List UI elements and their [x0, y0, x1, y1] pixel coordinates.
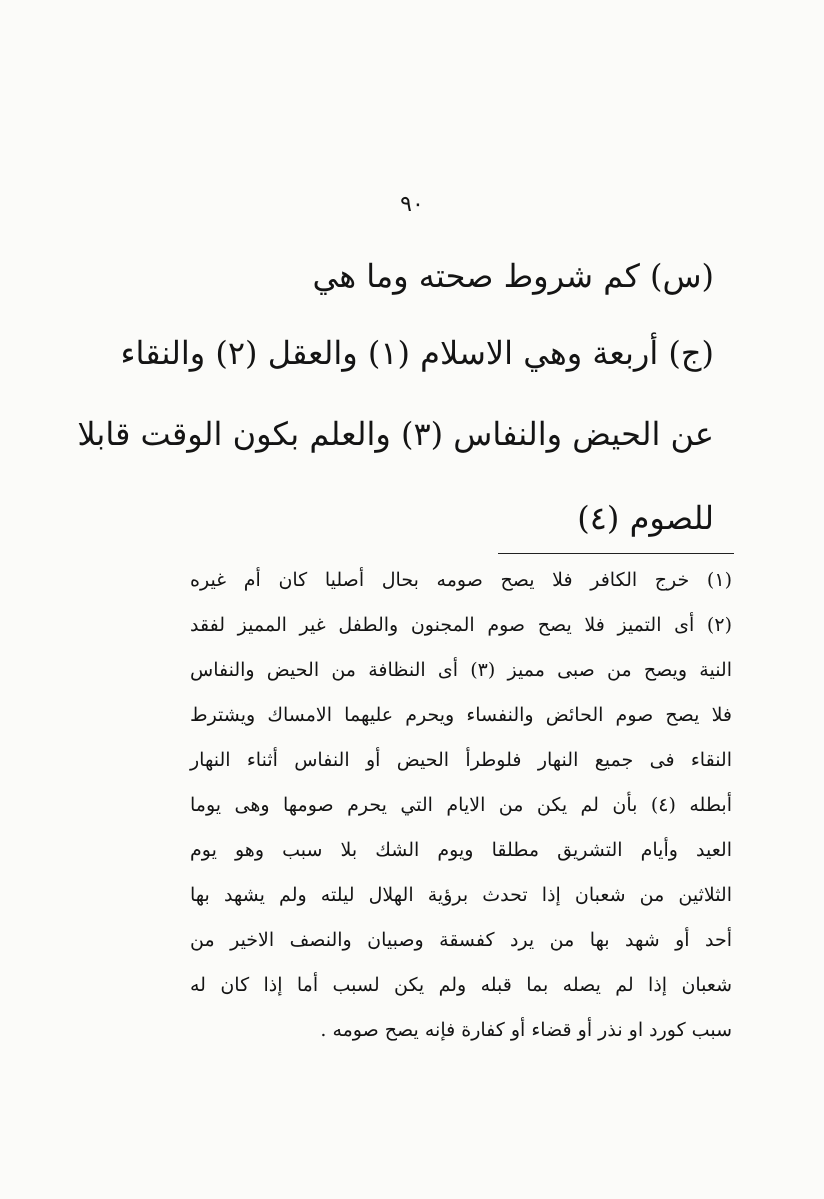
footnote-line: أبطله (٤) بأن لم يكن من الايام التي يحرم صومها وهى يوما [190, 794, 732, 816]
answer-line-1: (ج) أربعة وهي الاسلام (١) والعقل (٢) والنقاء [120, 334, 714, 372]
footnote-line: أحد أو شهد بها من يرد كفسقة وصبيان والنصف الاخير من [190, 929, 732, 951]
footnote-line: النقاء فى جميع النهار فلوطرأ الحيض أو النفاس أثناء النهار [190, 749, 732, 771]
answer-line-2: عن الحيض والنفاس (٣) والعلم بكون الوقت قابلا [77, 415, 714, 453]
footnote-line: فلا يصح صوم الحائض والنفساء ويحرم عليهما الامساك ويشترط [190, 704, 732, 726]
footnote-line: شعبان إذا لم يصله بما قبله ولم يكن لسبب أما إذا كان له [190, 974, 732, 996]
footnote-line: سبب كورد او نذر أو قضاء أو كفارة فإنه يصح صومه . [320, 1019, 732, 1041]
page-number: ٩٠ [400, 192, 424, 217]
footnote-line: الثلاثين من شعبان إذا تحدث برؤية الهلال ليلته ولم يشهد بها [190, 884, 732, 906]
footnote-line: (١) خرج الكافر فلا يصح صومه بحال أصليا كان أم غيره [190, 569, 732, 591]
question-line: (س) كم شروط صحته وما هي [312, 257, 714, 295]
footnote-line: العيد وأيام التشريق مطلقا ويوم الشك بلا سبب وهو يوم [190, 839, 732, 861]
answer-line-3: للصوم (٤) [577, 499, 714, 537]
footnote-line: (٢) أى التميز فلا يصح صوم المجنون والطفل غير المميز لفقد [190, 614, 732, 636]
footnote-divider [498, 553, 734, 554]
footnote-line: النية ويصح من صبى مميز (٣) أى النظافة من الحيض والنفاس [190, 659, 732, 681]
